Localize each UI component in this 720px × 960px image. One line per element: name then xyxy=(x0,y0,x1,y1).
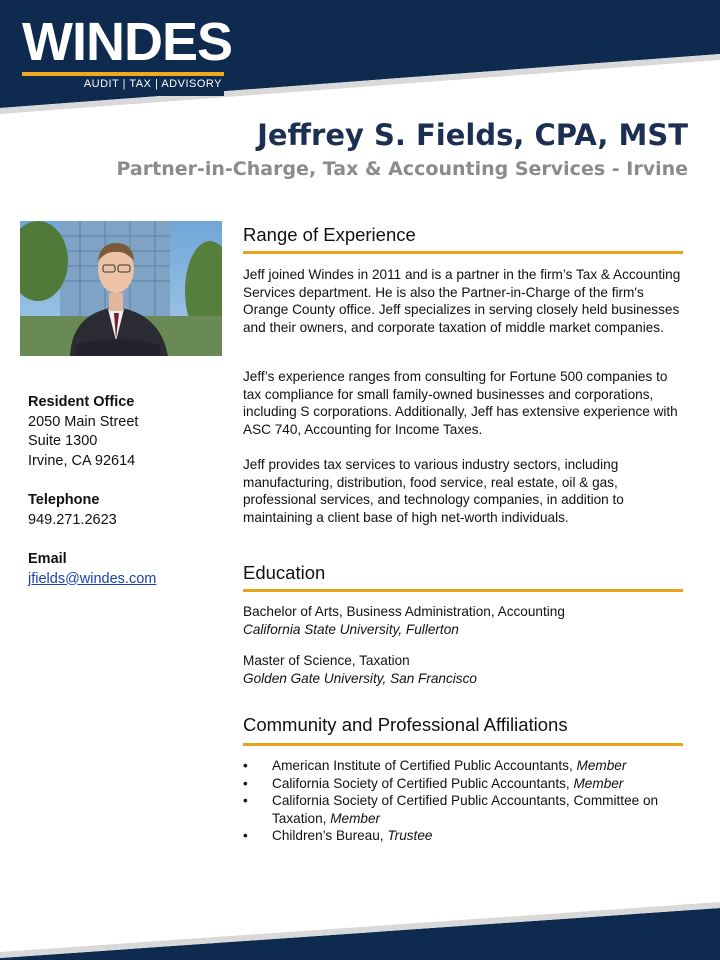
logo-tagline: AUDIT | TAX | ADVISORY xyxy=(83,78,222,90)
experience-heading: Range of Experience xyxy=(243,224,416,245)
education-degree: Bachelor of Arts, Business Administration, Accounting xyxy=(243,604,565,619)
phone-number: 949.271.2623 xyxy=(28,511,117,528)
affiliations-heading: Community and Professional Affiliations xyxy=(243,714,568,735)
footer-band xyxy=(0,900,720,960)
affiliation-org: California Society of Certified Public Accountants, xyxy=(272,775,574,791)
windes-logo xyxy=(14,8,232,96)
affiliation-role: Member xyxy=(330,810,381,826)
experience-rule xyxy=(243,251,683,254)
experience-paragraph-1: Jeff joined Windes in 2011 and is a partner in the firm’s Tax & Accounting Services department. He is also the Partner-in-Charge of the firm's Orange County office. Jeff specializes in serving closely held businesses and their owners, and corporate taxation of middle market companies. xyxy=(243,267,681,335)
email-label: Email xyxy=(28,551,67,567)
affiliation-org: Children’s Bureau, xyxy=(272,828,388,844)
bullet-mark: • xyxy=(243,793,248,809)
office-label: Resident Office xyxy=(28,394,135,410)
affiliation-org: American Institute of Certified Public Accountants, xyxy=(272,758,577,773)
experience-paragraph-2: Jeff’s experience ranges from consulting for Fortune 500 companies to tax compliance for small family-owned businesses and corporations, including S corporations. Additionally, Jeff has extensive experience with ASC 740, Accounting for Income Taxes. xyxy=(243,369,678,437)
address-line-1: 2050 Main Street xyxy=(28,413,139,430)
education-entry xyxy=(243,652,477,687)
affiliations-list xyxy=(243,757,685,845)
bullet-mark: • xyxy=(243,775,248,791)
email-link[interactable]: jfields@windes.com xyxy=(28,570,157,587)
bullet-mark: • xyxy=(243,758,248,773)
affiliation-role: Member xyxy=(576,758,627,773)
education-entry xyxy=(243,603,565,638)
logo-wordmark: WINDES xyxy=(22,12,232,72)
education-rule xyxy=(243,589,683,592)
affiliation-org: California Society of Certified Public Accountants, Committee on Taxation, xyxy=(272,793,659,826)
list-item xyxy=(243,757,685,775)
affiliation-role: Member xyxy=(573,775,624,791)
education-degree: Master of Science, Taxation xyxy=(243,653,410,668)
list-item xyxy=(243,827,685,845)
portrait-photo xyxy=(20,221,222,356)
bullet-mark: • xyxy=(243,828,248,844)
list-item xyxy=(243,792,685,827)
experience-paragraph-3: Jeff provides tax services to various industry sectors, including manufacturing, distribution, food service, real estate, oil & gas, professional services, and technology companies, in addition to maintaining a client base of high net-worth individuals. xyxy=(243,457,624,525)
affiliation-role: Trustee xyxy=(387,828,433,844)
contact-column xyxy=(28,393,218,609)
affiliations-rule xyxy=(243,743,683,746)
profile-title: Partner-in-Charge, Tax & Accounting Services - Irvine xyxy=(116,158,688,180)
education-school: Golden Gate University, San Francisco xyxy=(243,670,477,686)
list-item xyxy=(243,775,685,793)
address-line-2: Suite 1300 xyxy=(28,433,98,449)
logo-accent-bar xyxy=(22,72,224,76)
phone-label: Telephone xyxy=(28,492,100,508)
education-school: California State University, Fullerton xyxy=(243,621,459,637)
address-line-3: Irvine, CA 92614 xyxy=(28,452,136,469)
education-heading: Education xyxy=(243,562,326,583)
profile-name: Jeffrey S. Fields, CPA, MST xyxy=(257,118,688,152)
